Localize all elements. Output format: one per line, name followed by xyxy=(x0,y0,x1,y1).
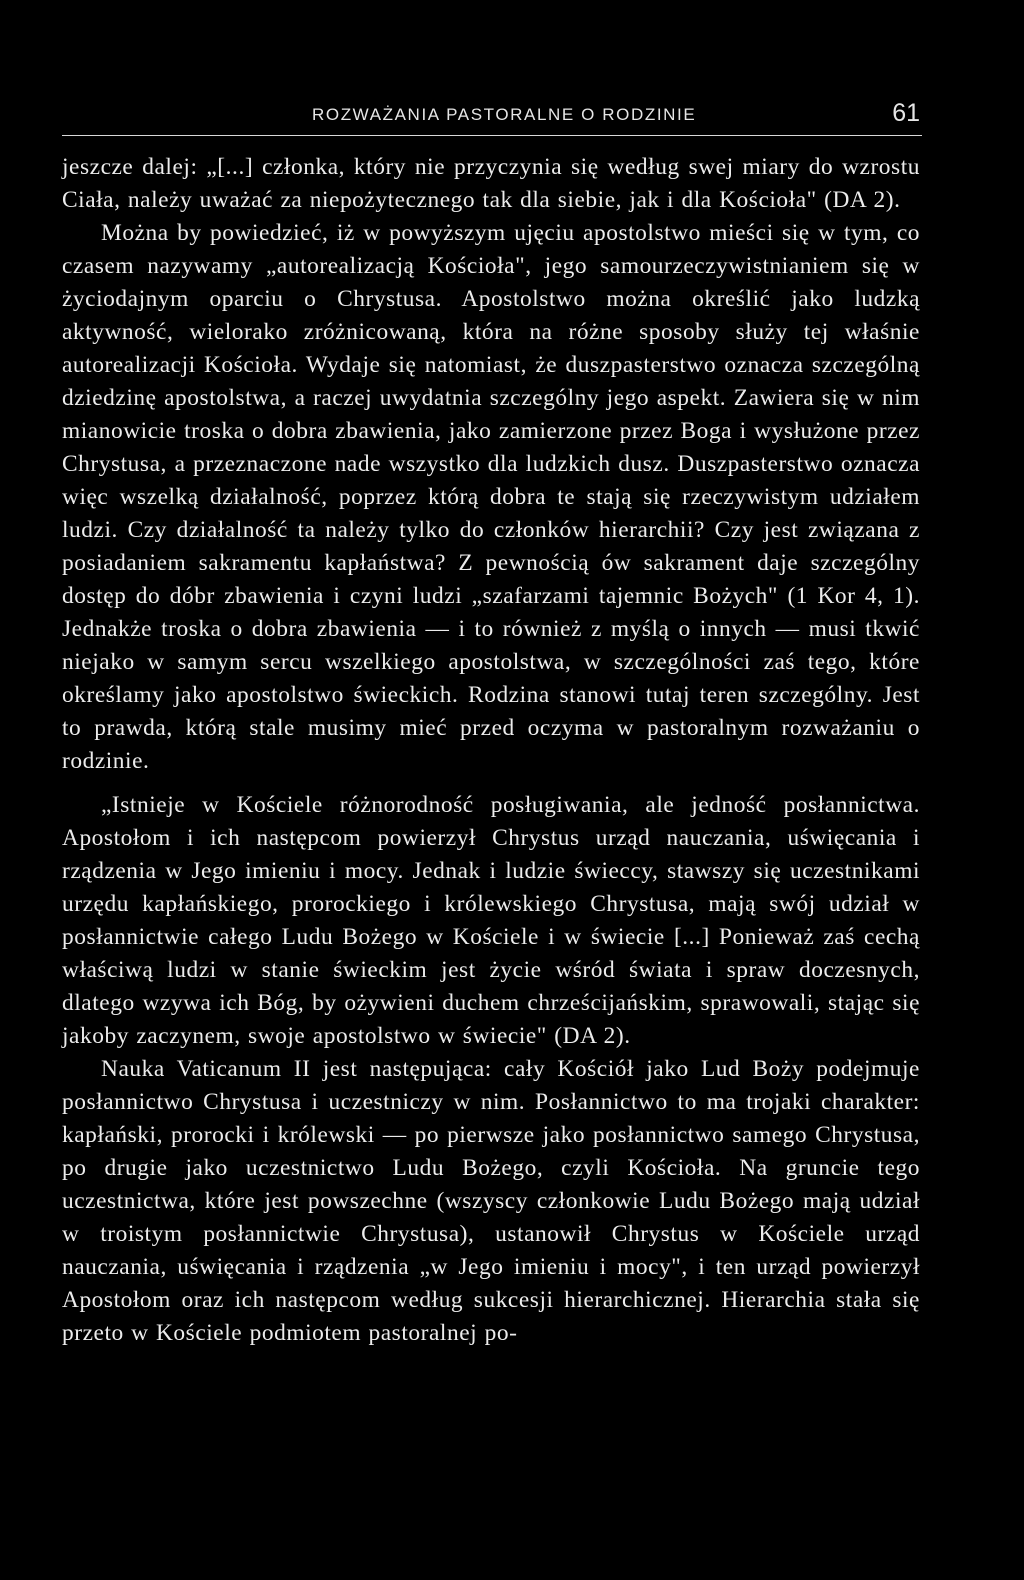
paragraph-1: jeszcze dalej: „[...] członka, który nie przyczynia się według swej miary do wzrostu Ciała, należy uważać za niepożytecznego tak dla siebie, jak i dla Kościoła" (DA 2). xyxy=(62,154,920,213)
paragraph-3: „Istnieje w Kościele różnorodność posługiwania, ale jedność posłannictwa. Apostołom i ich następcom powierzył Chrystus urząd nauczania, uświęcania i rządzenia w Jego imieniu i mocy. Jednak i ludzie świeccy, stawszy się uczestnikami urzędu kapłańskiego, prorockiego i królewskiego Chrystusa, mają swój udział w posłannictwie całego Ludu Bożego w Kościele i w świecie [...] Ponieważ zaś cechą właściwą ludzi w stanie świeckim jest życie wśród świata i spraw doczesnych, dlatego wzywa ich Bóg, by ożywieni duchem chrześcijańskim, sprawowali, stając się jakoby zaczynem, swoje apostolstwo w świecie" (DA 2). xyxy=(62,792,920,1049)
page-number: 61 xyxy=(892,99,920,127)
body-text xyxy=(62,151,920,1350)
running-head xyxy=(62,99,920,135)
running-title: ROZWAŻANIA PASTORALNE O RODZINIE xyxy=(312,105,697,124)
paragraph-4: Nauka Vaticanum II jest następująca: cały Kościół jako Lud Boży podejmuje posłannictwo Chrystusa i uczestniczy w nim. Posłannictwo to ma trojaki charakter: kapłański, prorocki i królewski — po pierwsze jako posłannictwo samego Chrystusa, po drugie jako uczestnictwo Ludu Bożego, czyli Kościoła. Na gruncie tego uczestnictwa, które jest powszechne (wszyscy członkowie Ludu Bożego mają udział w troistym posłannictwie Chrystusa), ustanowił Chrystus w Kościele urząd nauczania, uświęcania i rządzenia „w Jego imieniu i mocy", i ten urząd powierzył Apostołom oraz ich następcom według sukcesji hierarchicznej. Hierarchia stała się przeto w Kościele podmiotem pastoralnej po- xyxy=(62,1056,920,1346)
header-rule xyxy=(62,135,922,136)
paragraph-2: Można by powiedzieć, iż w powyższym ujęciu apostolstwo mieści się w tym, co czasem nazywamy „autorealizacją Kościoła", jego samourzeczywistnianiem się w życiodajnym oparciu o Chrystusa. Apostolstwo można określić jako ludzką aktywność, wielorako zróżnicowaną, która na różne sposoby służy tej właśnie autorealizacji Kościoła. Wydaje się natomiast, że duszpasterstwo oznacza szczególną dziedzinę apostolstwa, a raczej uwydatnia szczególny jego aspekt. Zawiera się w nim mianowicie troska o dobra zbawienia, jako zamierzone przez Boga i wysłużone przez Chrystusa, a przeznaczone nade wszystko dla ludzkich dusz. Duszpasterstwo oznacza więc wszelką działalność, poprzez którą dobra te stają się rzeczywistym udziałem ludzi. Czy działalność ta należy tylko do członków hierarchii? Czy jest związana z posiadaniem sakramentu kapłaństwa? Z pewnością ów sakrament daje szczególny dostęp do dóbr zbawienia i czyni ludzi „szafarzami tajemnic Bożych" (1 Kor 4, 1). Jednakże troska o dobra zbawienia — i to również z myślą o innych — musi tkwić niejako w samym sercu wszelkiego apostolstwa, w szczególności zaś tego, które określamy jako apostolstwo świeckich. Rodzina stanowi tutaj teren szczególny. Jest to prawda, którą stale musimy mieć przed oczyma w pastoralnym rozważaniu o rodzinie. xyxy=(62,220,920,774)
